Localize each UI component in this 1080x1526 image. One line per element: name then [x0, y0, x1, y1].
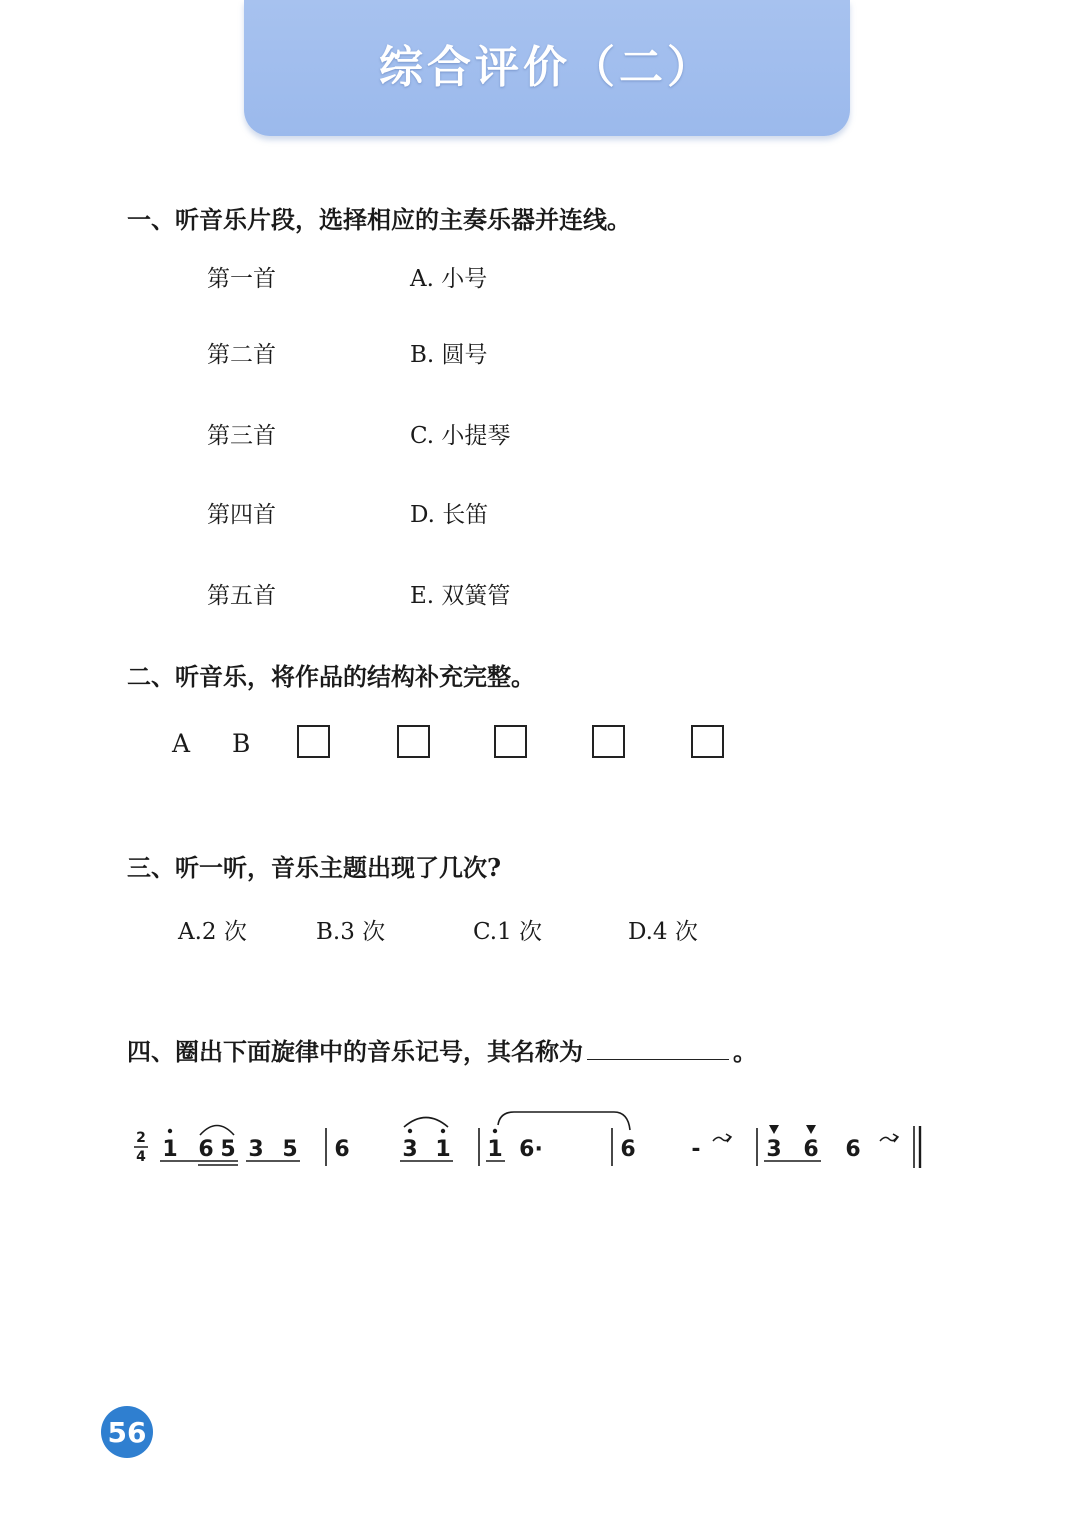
page-number-badge: 56: [101, 1406, 153, 1458]
note: 6·: [519, 1137, 543, 1162]
instrument-d: D. 长笛: [410, 502, 489, 528]
staccato-mark-icon: [806, 1125, 816, 1134]
option-d[interactable]: D.4 次: [628, 919, 698, 945]
note: 6: [620, 1137, 636, 1162]
option-a[interactable]: A.2 次: [178, 919, 247, 945]
piece-5: 第五首: [207, 583, 276, 609]
note: 3: [402, 1137, 418, 1162]
structure-letter-b: B: [232, 729, 251, 758]
time-signature-top: 2: [136, 1130, 146, 1146]
question-4-end: 。: [733, 1037, 757, 1066]
question-2-title: 二、听音乐，将作品的结构补充完整。: [127, 662, 535, 691]
piece-4: 第四首: [207, 502, 276, 528]
note: 6: [198, 1137, 214, 1162]
breath-mark-icon: [880, 1134, 898, 1142]
breath-mark-icon: [713, 1134, 731, 1142]
instrument-a: A. 小号: [410, 266, 488, 292]
note: 1: [162, 1137, 178, 1162]
staccato-mark-icon: [769, 1125, 779, 1134]
question-4-text: 四、圈出下面旋律中的音乐记号，其名称为: [127, 1037, 583, 1066]
piece-2: 第二首: [207, 342, 276, 368]
note: 5: [220, 1137, 236, 1162]
question-3-title: 三、听一听，音乐主题出现了几次?: [127, 853, 502, 882]
note: 6: [803, 1137, 819, 1162]
note: -: [691, 1137, 701, 1162]
slur: [200, 1126, 234, 1136]
tie: [498, 1112, 630, 1130]
instrument-b: B. 圆号: [410, 342, 488, 368]
piece-1: 第一首: [207, 266, 276, 292]
structure-letter-a: A: [172, 729, 191, 758]
note: 1: [487, 1137, 503, 1162]
instrument-c: C. 小提琴: [410, 423, 511, 449]
note: 5: [282, 1137, 298, 1162]
note: 3: [766, 1137, 782, 1162]
time-signature-bottom: 4: [136, 1149, 146, 1165]
page-title: 综合评价（二）: [379, 42, 715, 93]
question-1-title: 一、听音乐片段，选择相应的主奏乐器并连线。: [127, 205, 631, 234]
note: 6: [334, 1137, 350, 1162]
option-b[interactable]: B.3 次: [316, 919, 386, 945]
note: 3: [248, 1137, 264, 1162]
instrument-e: E. 双簧管: [410, 583, 511, 609]
piece-3: 第三首: [207, 423, 276, 449]
note: 1: [435, 1137, 451, 1162]
slur: [404, 1118, 448, 1128]
option-c[interactable]: C.1 次: [473, 919, 543, 945]
note: 6: [845, 1137, 861, 1162]
